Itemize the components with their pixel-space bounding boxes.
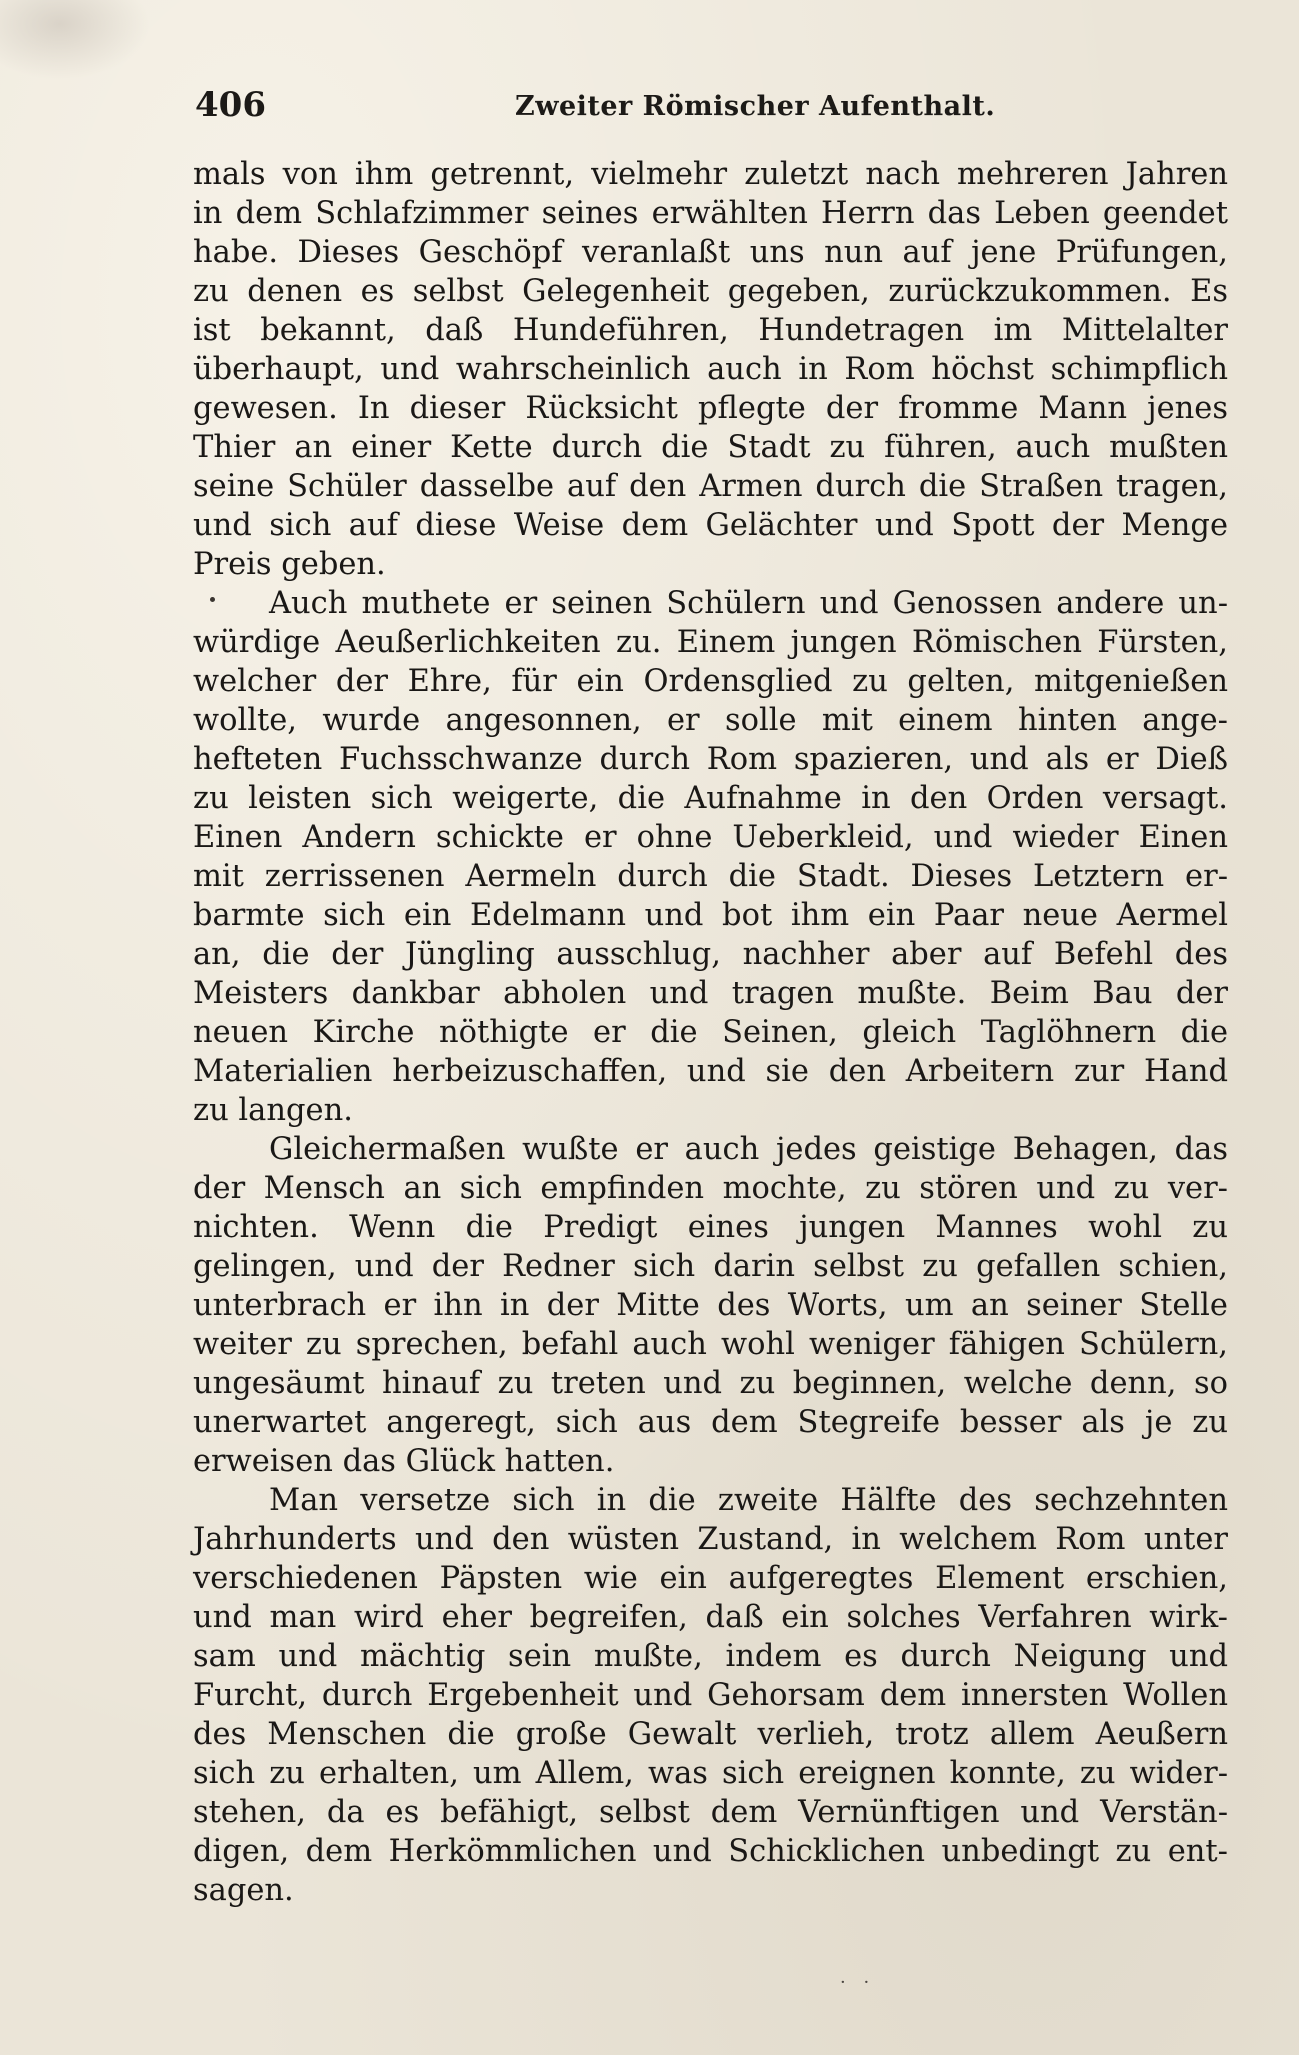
text-line: habe. Dieses Geschöpf veranlaßt uns nun auf jene Prüfungen, — [193, 235, 1228, 270]
text-line: Einen Andern schickte er ohne Ueberkleid, und wieder Einen — [193, 820, 1228, 855]
text-line: Meisters dankbar abholen und tragen mußte. Beim Bau der — [193, 976, 1228, 1011]
text-line: barmte sich ein Edelmann und bot ihm ein Paar neue Aermel — [193, 898, 1228, 933]
text-line: Auch muthete er seinen Schülern und Genossen andere un- — [269, 586, 1228, 621]
text-line: Man versetze sich in die zweite Hälfte des sechzehnten — [269, 1483, 1228, 1518]
text-line: zu langen. — [193, 1093, 353, 1128]
text-line: an, die der Jüngling ausschlug, nachher aber auf Befehl des — [193, 937, 1228, 972]
text-line: digen, dem Herkömmlichen und Schicklichen unbedingt zu ent- — [193, 1834, 1228, 1869]
text-line: ungesäumt hinauf zu treten und zu beginnen, welche denn, so — [193, 1366, 1228, 1401]
text-line: überhaupt, und wahrscheinlich auch in Rom höchst schimpflich — [193, 352, 1228, 387]
text-line: unerwartet angeregt, sich aus dem Stegreife besser als je zu — [193, 1405, 1228, 1440]
text-line: Jahrhunderts und den wüsten Zustand, in welchem Rom unter — [193, 1522, 1228, 1557]
text-line: Thier an einer Kette durch die Stadt zu führen, auch mußten — [193, 430, 1228, 465]
paragraph — [193, 155, 1228, 584]
text-line: sich zu erhalten, um Allem, was sich ereignen konnte, zu wider- — [193, 1756, 1228, 1791]
text-line: nichten. Wenn die Predigt eines jungen Mannes wohl zu — [193, 1210, 1228, 1245]
text-line: würdige Aeußerlichkeiten zu. Einem jungen Römischen Fürsten, — [193, 625, 1228, 660]
text-line: ist bekannt, daß Hundeführen, Hundetragen im Mittelalter — [193, 313, 1228, 348]
print-speck: · · — [840, 1972, 876, 1993]
paragraph — [193, 1481, 1228, 1910]
text-line: Preis geben. — [193, 547, 386, 582]
text-line: welcher der Ehre, für ein Ordensglied zu gelten, mitgenießen — [193, 664, 1228, 699]
text-line: zu denen es selbst Gelegenheit gegeben, zurückzukommen. Es — [193, 274, 1228, 309]
text-line: gelingen, und der Redner sich darin selbst zu gefallen schien, — [193, 1249, 1228, 1284]
text-line: gewesen. In dieser Rücksicht pflegte der fromme Mann jenes — [193, 391, 1228, 426]
text-line: stehen, da es befähigt, selbst dem Vernünftigen und Verstän- — [193, 1795, 1228, 1830]
text-line: erweisen das Glück hatten. — [193, 1444, 615, 1479]
text-line: mals von ihm getrennt, vielmehr zuletzt nach mehreren Jahren — [193, 157, 1228, 192]
text-line: weiter zu sprechen, befahl auch wohl weniger fähigen Schülern, — [193, 1327, 1228, 1362]
text-line: mit zerrissenen Aermeln durch die Stadt. Dieses Letztern er- — [193, 859, 1228, 894]
text-line: des Menschen die große Gewalt verlieh, trotz allem Aeußern — [193, 1717, 1228, 1752]
running-head: Zweiter Römischer Aufenthalt. — [515, 91, 996, 122]
text-line: der Mensch an sich empfinden mochte, zu stören und zu ver- — [193, 1171, 1228, 1206]
text-line: sam und mächtig sein mußte, indem es durch Neigung und — [193, 1639, 1228, 1674]
text-line: Gleichermaßen wußte er auch jedes geistige Behagen, das — [269, 1132, 1228, 1167]
text-line: und sich auf diese Weise dem Gelächter und Spott der Menge — [193, 508, 1228, 543]
text-line: hefteten Fuchsschwanze durch Rom spazieren, und als er Dieß — [193, 742, 1228, 777]
page-header — [195, 80, 1120, 130]
text-line: unterbrach er ihn in der Mitte des Worts, um an seiner Stelle — [193, 1288, 1228, 1323]
text-line: zu leisten sich weigerte, die Aufnahme in den Orden versagt. — [193, 781, 1228, 816]
text-line: neuen Kirche nöthigte er die Seinen, gleich Taglöhnern die — [193, 1015, 1228, 1050]
paragraph — [193, 584, 1228, 1130]
text-line: in dem Schlafzimmer seines erwählten Herrn das Leben geendet — [193, 196, 1228, 231]
text-line: verschiedenen Päpsten wie ein aufgeregtes Element erschien, — [193, 1561, 1228, 1596]
text-line: seine Schüler dasselbe auf den Armen durch die Straßen tragen, — [193, 469, 1228, 504]
text-line: sagen. — [193, 1873, 294, 1908]
text-line: und man wird eher begreifen, daß ein solches Verfahren wirk- — [193, 1600, 1228, 1635]
page-stain — [0, 0, 150, 80]
page-number: 406 — [195, 85, 266, 125]
text-line: wollte, wurde angesonnen, er solle mit einem hinten ange- — [193, 703, 1228, 738]
body-text — [193, 155, 1228, 1910]
ink-speck — [210, 597, 215, 602]
paragraph — [193, 1130, 1228, 1481]
text-line: Furcht, durch Ergebenheit und Gehorsam dem innersten Wollen — [193, 1678, 1228, 1713]
text-line: Materialien herbeizuschaffen, und sie den Arbeitern zur Hand — [193, 1054, 1228, 1089]
